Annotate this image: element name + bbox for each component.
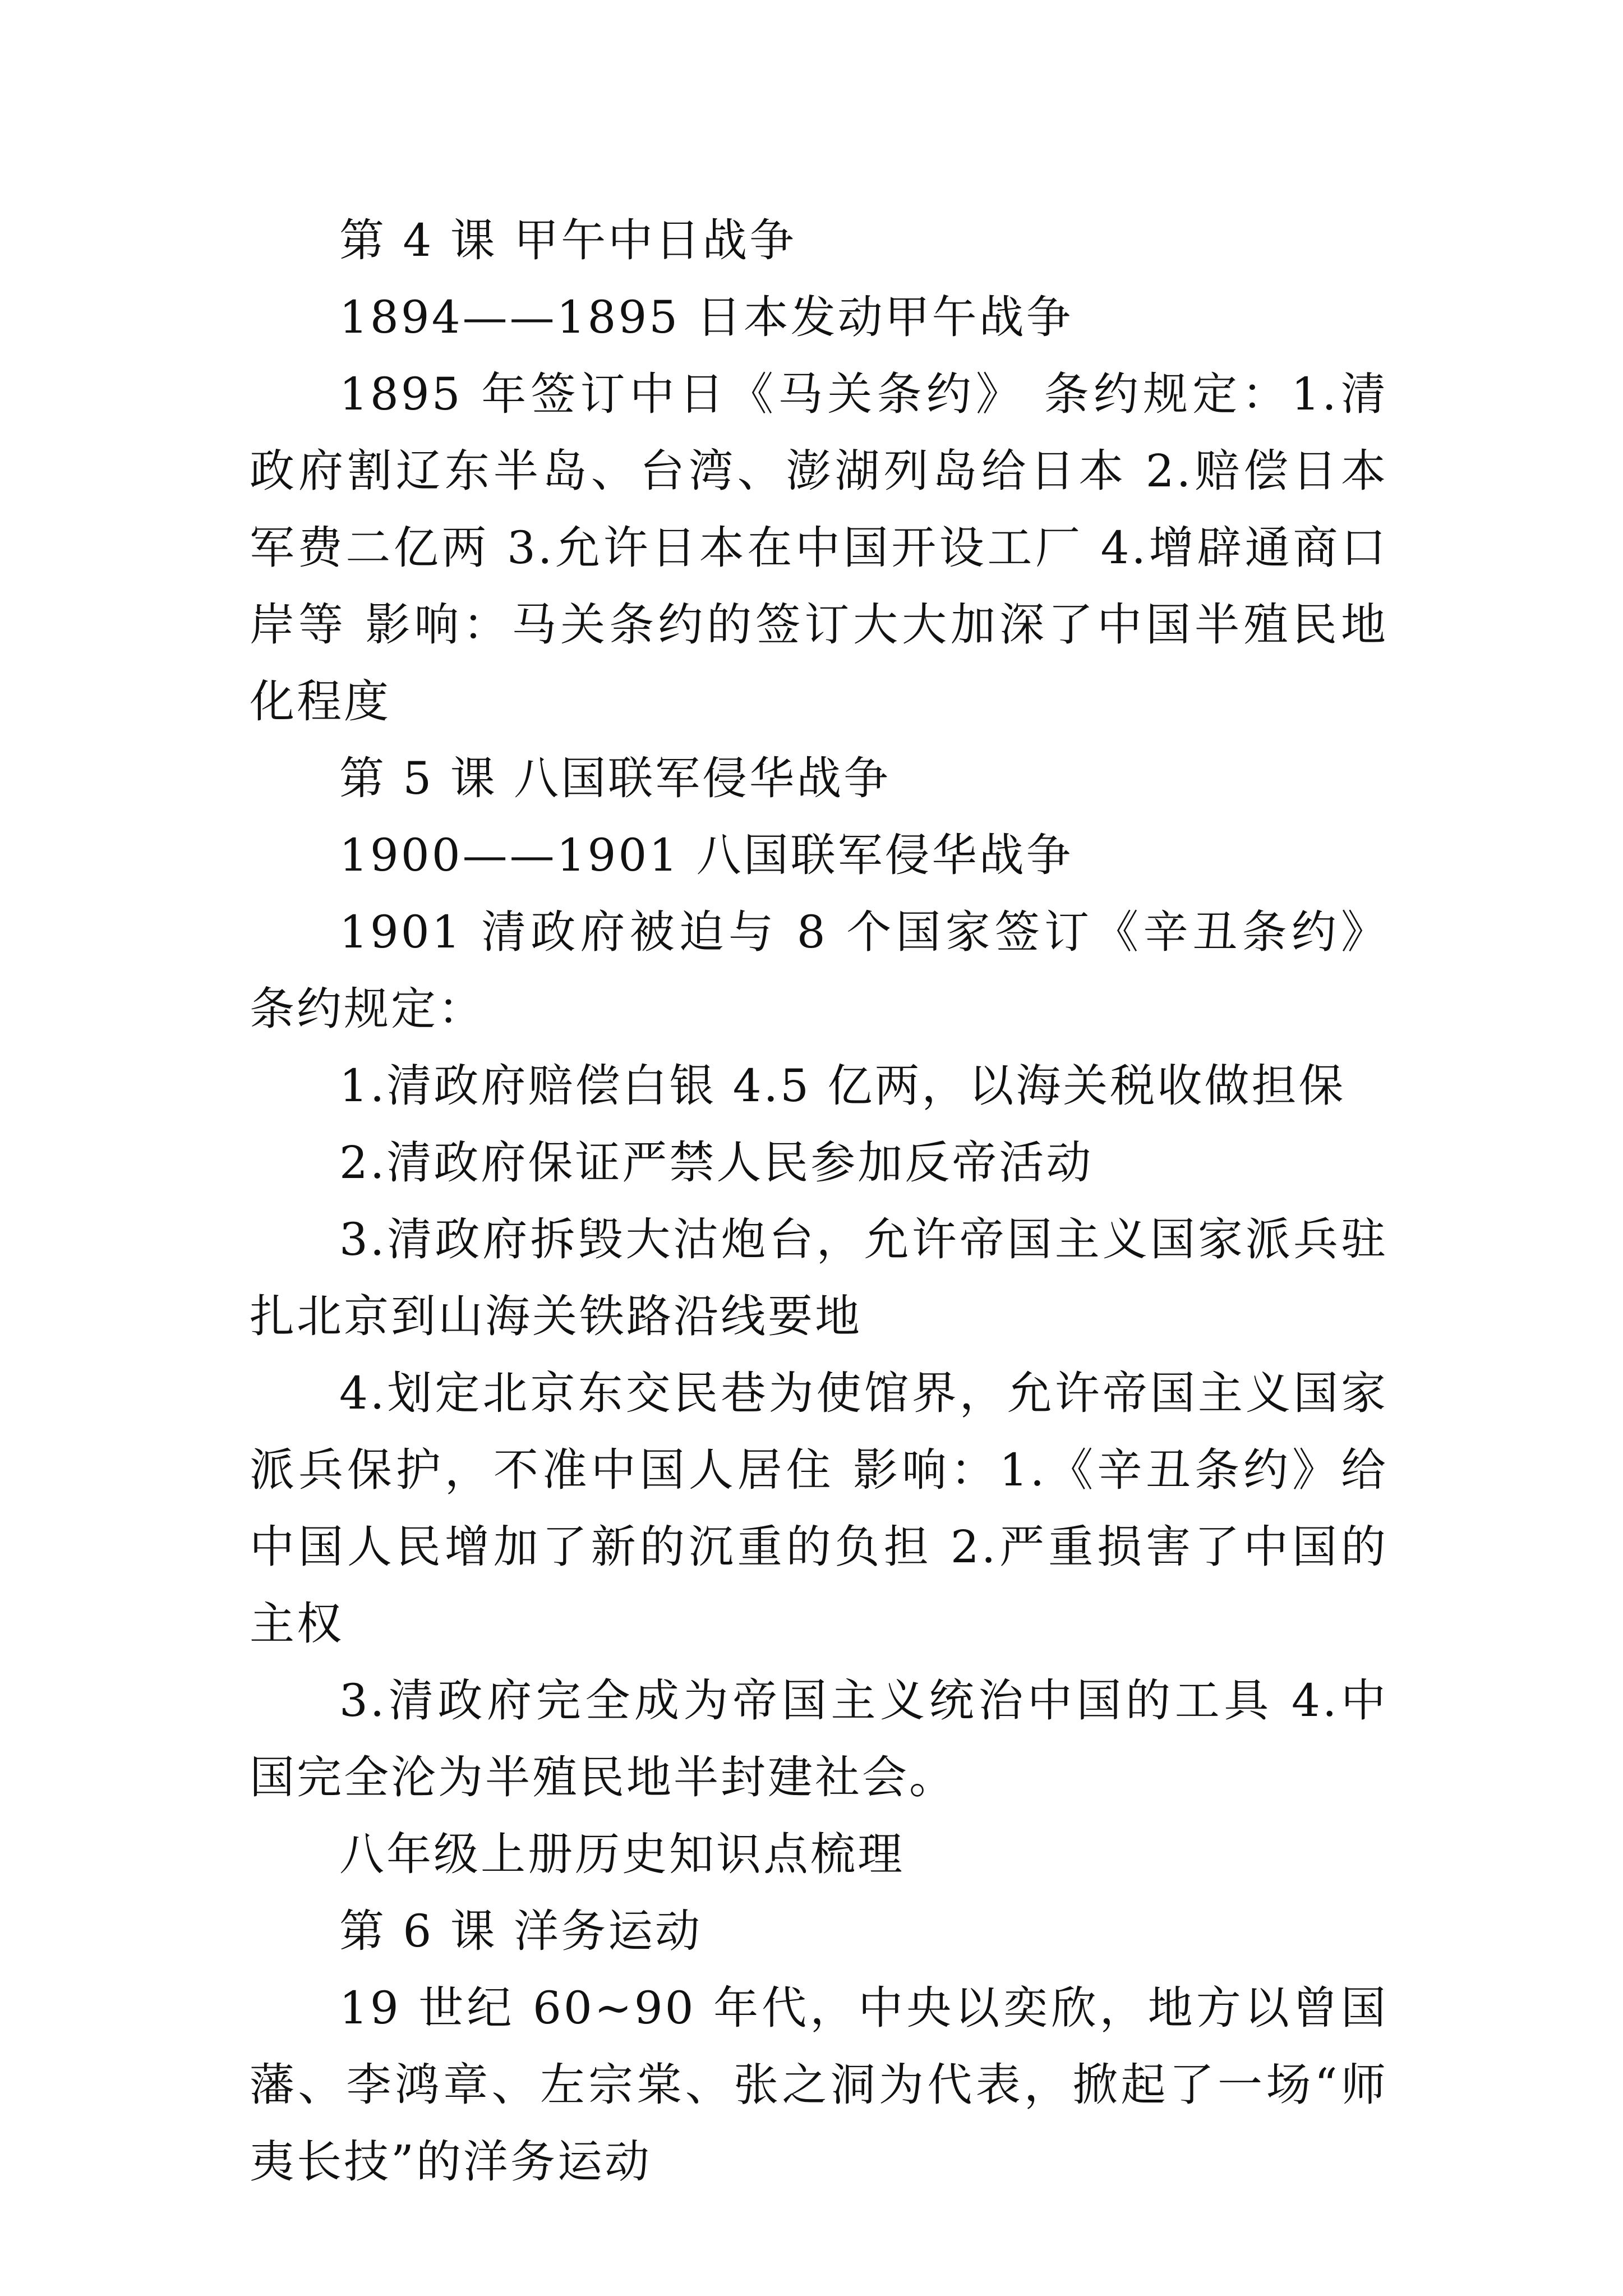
lesson-5-heading: 第 5 课 八国联军侵华战争: [339, 752, 891, 804]
paragraph: 3.清政府拆毁大沽炮台，允许帝国主义国家派兵驻扎北京到山海关铁路沿线要地: [250, 1213, 1388, 1342]
paragraph: 1.清政府赔偿白银 4.5 亿两，以海关税收做担保: [339, 1060, 1346, 1112]
paragraph: 19 世纪 60~90 年代，中央以奕欣，地方以曾国藩、李鸿章、左宗棠、张之洞为代表，掀起了一场“师夷长技”的洋务运动: [250, 1982, 1388, 2188]
paragraph: 3.清政府完全成为帝国主义统治中国的工具 4.中国完全沦为半殖民地半封建社会。: [250, 1674, 1388, 1803]
paragraph: 1900——1901 八国联军侵华战争: [339, 829, 1073, 881]
document-body: [250, 202, 1388, 2200]
paragraph: 1894——1895 日本发动甲午战争: [339, 291, 1073, 343]
paragraph: 4.划定北京东交民巷为使馆界，允许帝国主义国家派兵保护，不准中国人居住 影响：1.《辛丑条约》给中国人民增加了新的沉重的负担 2.严重损害了中国的主权: [250, 1367, 1388, 1650]
lesson-4-heading: 第 4 课 甲午中日战争: [339, 214, 797, 266]
section-title: 八年级上册历史知识点梳理: [339, 1828, 905, 1880]
paragraph: 2.清政府保证严禁人民参加反帝活动: [339, 1137, 1094, 1189]
lesson-6-heading: 第 6 课 洋务运动: [339, 1905, 703, 1957]
paragraph: 1901 清政府被迫与 8 个国家签订《辛丑条约》 条约规定：: [250, 906, 1388, 1035]
paragraph: 1895 年签订中日《马关条约》 条约规定：1.清政府割辽东半岛、台湾、澎湖列岛给日本 2.赔偿日本军费二亿两 3.允许日本在中国开设工厂 4.增辟通商口岸等 影响：马关条约的签订大大加深了中国半殖民地化程度: [250, 368, 1388, 728]
